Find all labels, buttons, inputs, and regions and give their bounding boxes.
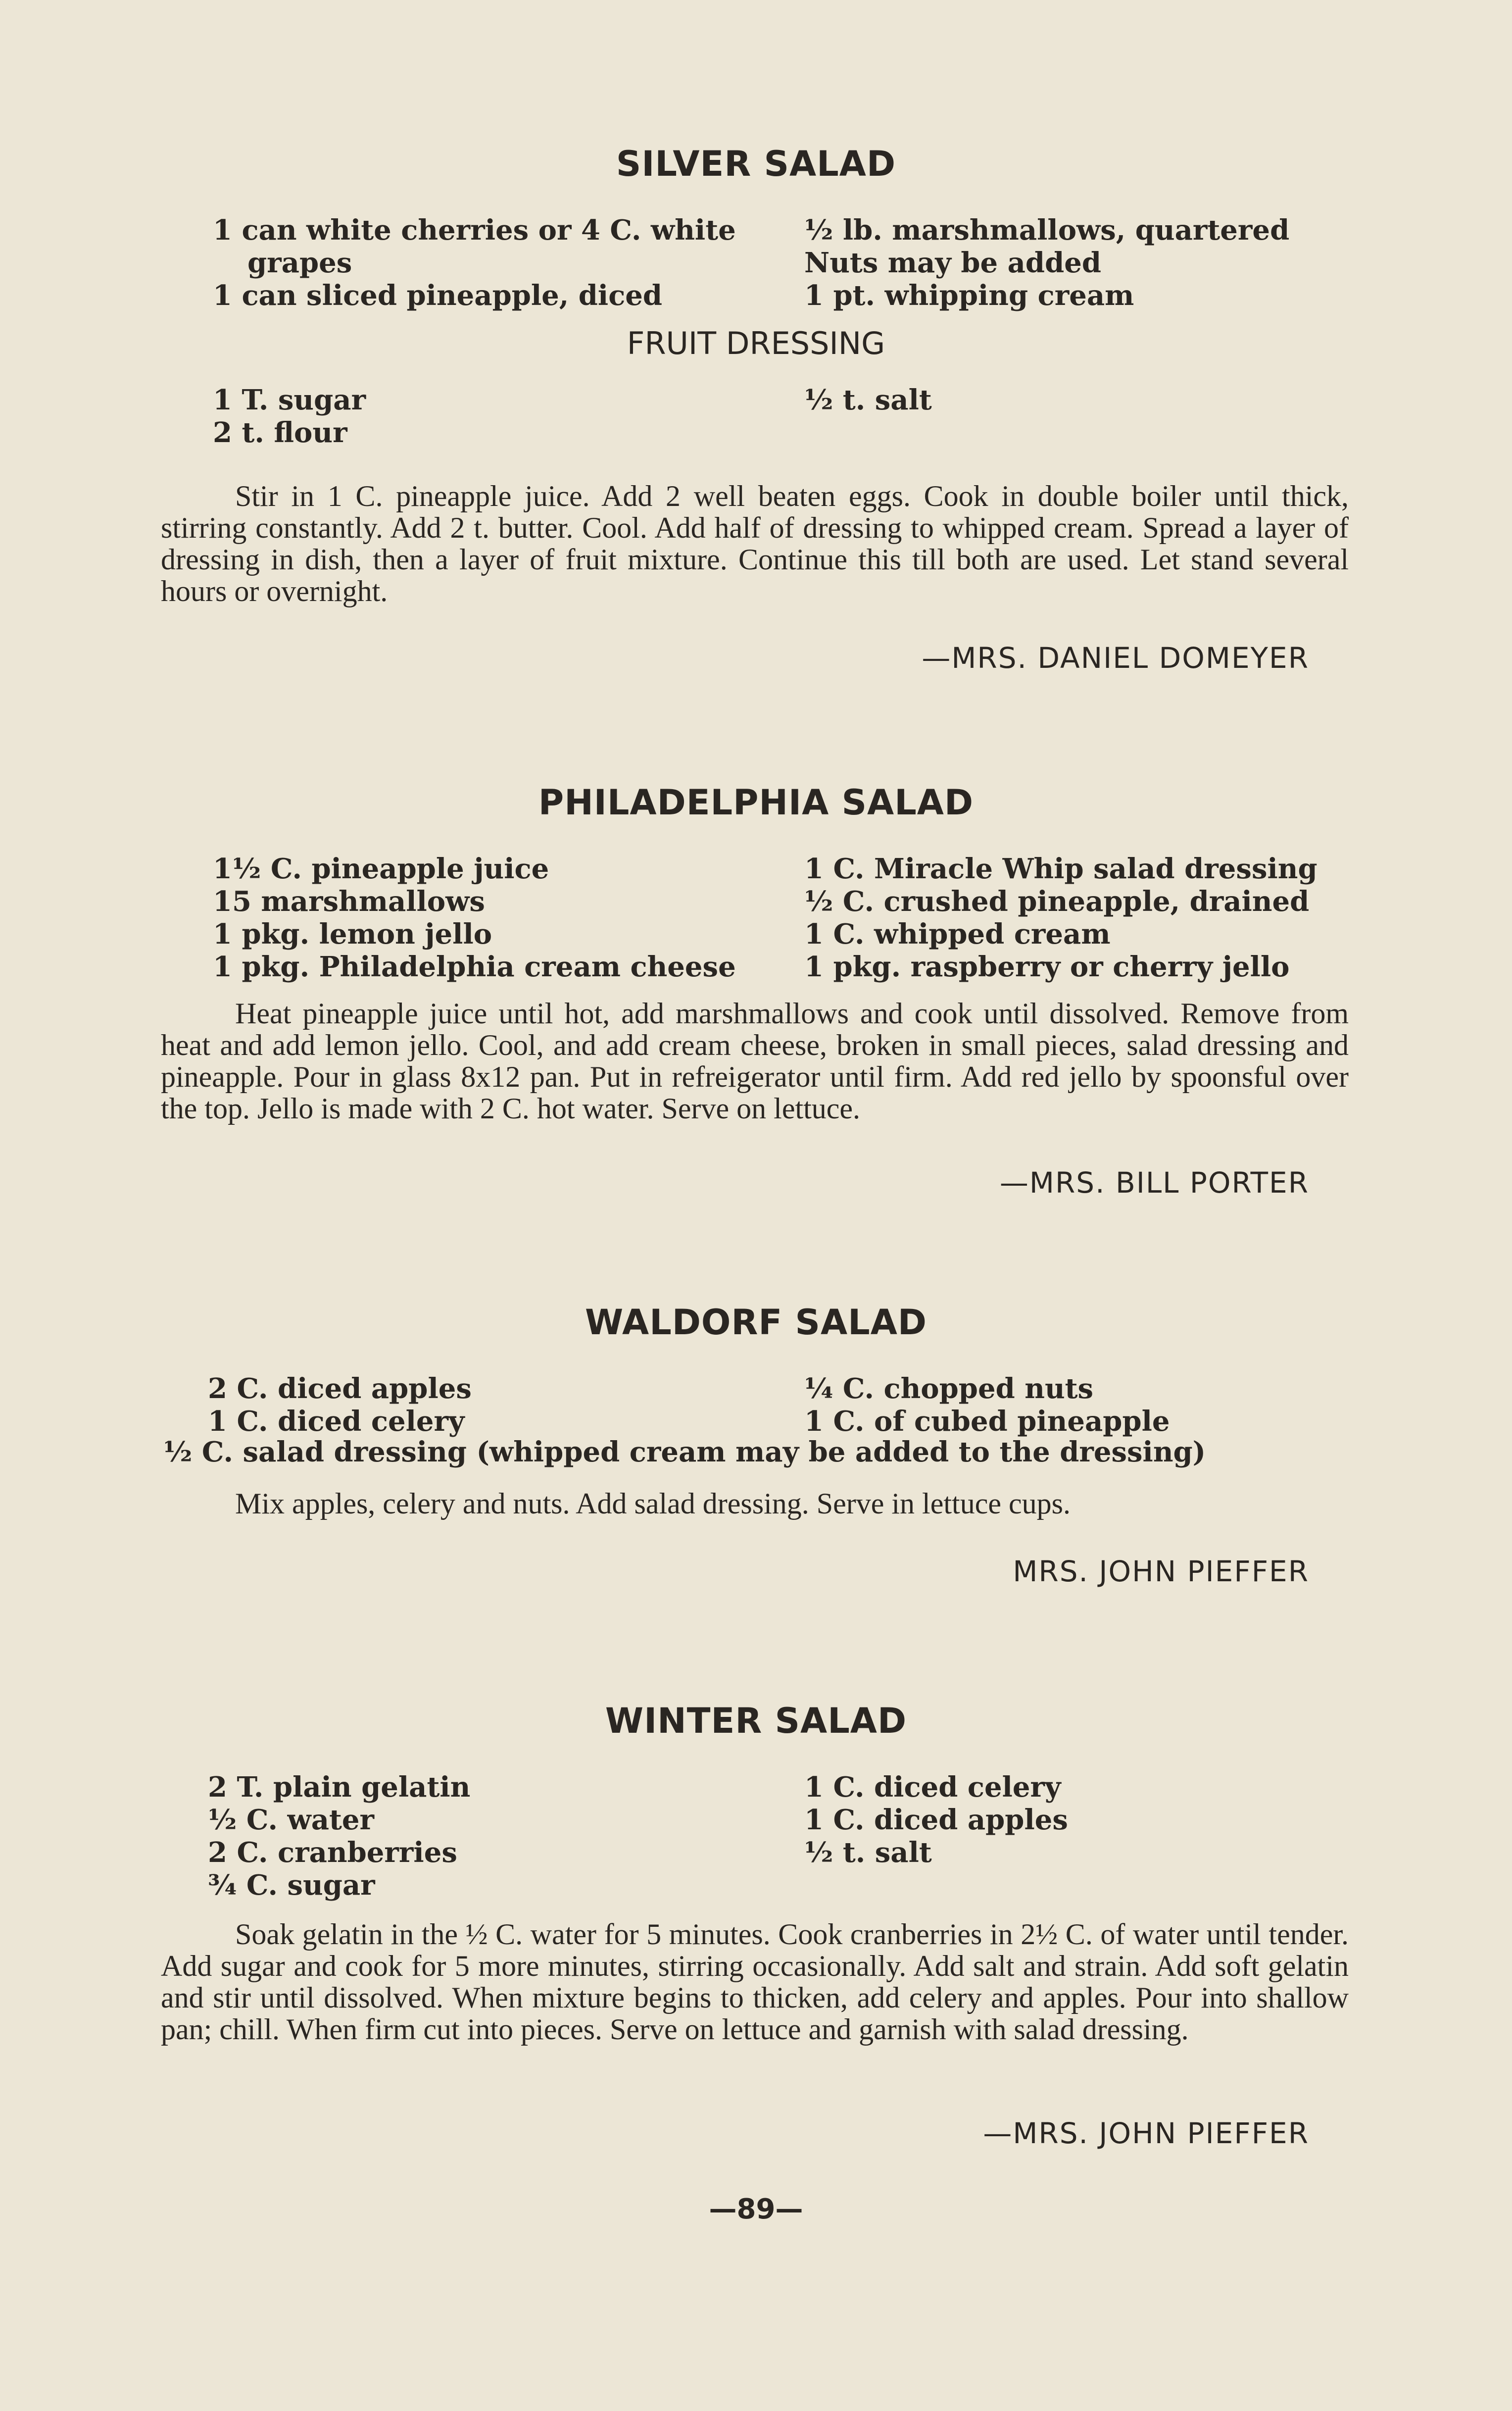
page-number: —89— bbox=[709, 2193, 803, 2225]
directions: Stir in 1 C. pineapple juice. Add 2 well beaten eggs. Cook in double boiler until thick, stirring constantly. Add 2 t. butter. Cool. Add half of dressing to whipped cream. Spread a layer of dressing in dish, then a layer of fruit mixture. Continue this till both are used. Let stand several hours or overnight. bbox=[161, 480, 1349, 607]
ingredients-left bbox=[208, 1372, 472, 1438]
ingredient: ¼ C. chopped nuts bbox=[804, 1372, 1094, 1405]
ingredient: 2 t. flour bbox=[213, 416, 347, 449]
ingredient: 1 C. diced celery bbox=[804, 1771, 1061, 1804]
silver-salad-recipe bbox=[0, 144, 1512, 675]
ingredient: Nuts may be added bbox=[804, 247, 1102, 279]
ingredients bbox=[0, 1771, 1512, 1905]
ingredient: ½ C. crushed pineapple, drained bbox=[804, 885, 1310, 918]
ingredients-right bbox=[804, 1372, 1170, 1438]
ingredient: 2 C. diced apples bbox=[208, 1372, 472, 1405]
ingredient: 1 pkg. Philadelphia cream cheese bbox=[213, 951, 736, 983]
ingredient: 1 C. of cubed pineapple bbox=[804, 1405, 1170, 1438]
dressing-ingredients bbox=[0, 384, 1512, 453]
ingredient: 15 marshmallows bbox=[213, 885, 485, 918]
directions: Heat pineapple juice until hot, add marshmallows and cook until dissolved. Remove from heat and add lemon jello. Cool, and add cream cheese, broken in small pieces, salad dressing and pineapple. Pour in glass 8x12 pan. Put in refreigerator until firm. Add red jello by spoonsful over the top. Jello is made with 2 C. hot water. Serve on lettuce. bbox=[161, 997, 1349, 1125]
ingredient: ¾ C. sugar bbox=[208, 1869, 375, 1902]
ingredients-right bbox=[804, 1771, 1068, 1869]
directions: Mix apples, celery and nuts. Add salad dressing. Serve in lettuce cups. bbox=[235, 1487, 1071, 1520]
ingredient: ½ C. water bbox=[208, 1804, 374, 1836]
recipe-title: WALDORF SALAD bbox=[585, 1302, 927, 1343]
ingredient: 2 T. plain gelatin bbox=[208, 1771, 471, 1804]
waldorf-salad-recipe bbox=[0, 1302, 1512, 1588]
recipe-author: —MRS. JOHN PIEFFER bbox=[983, 2116, 1309, 2150]
ingredient: ½ t. salt bbox=[804, 384, 932, 416]
ingredients-left bbox=[213, 384, 366, 449]
recipe-author: —MRS. BILL PORTER bbox=[999, 1166, 1309, 1200]
ingredient: 1 can sliced pineapple, diced bbox=[213, 279, 663, 312]
ingredient: 1 pkg. lemon jello bbox=[213, 918, 492, 951]
directions: Soak gelatin in the ½ C. water for 5 minutes. Cook cranberries in 2½ C. of water until tender. Add sugar and cook for 5 more minutes, stirring occasionally. Add salt and strain. Add soft gelatin and stir until dissolved. When mixture begins to thicken, add celery and apples. Pour into shallow pan; chill. When firm cut into pieces. Serve on lettuce and garnish with salad dressing. bbox=[161, 1918, 1349, 2046]
ingredients bbox=[0, 214, 1512, 313]
ingredient: grapes bbox=[247, 247, 352, 279]
ingredient: 1 C. whipped cream bbox=[804, 918, 1111, 951]
ingredient: 1 pkg. raspberry or cherry jello bbox=[804, 951, 1290, 983]
recipe-title: PHILADELPHIA SALAD bbox=[538, 782, 974, 823]
ingredient: 1 T. sugar bbox=[213, 384, 366, 416]
ingredients-left bbox=[213, 214, 736, 312]
ingredient: 1 C. diced apples bbox=[804, 1804, 1068, 1836]
ingredients-right bbox=[804, 853, 1317, 983]
ingredients-left bbox=[208, 1771, 470, 1902]
ingredient-full-width: ½ C. salad dressing (whipped cream may be added to the dressing) bbox=[163, 1436, 1206, 1468]
winter-salad-recipe bbox=[0, 1701, 1512, 2150]
ingredient: ½ lb. marshmallows, quartered bbox=[804, 214, 1290, 247]
philadelphia-salad-recipe bbox=[0, 782, 1512, 1200]
recipe-title: SILVER SALAD bbox=[616, 144, 896, 184]
sub-recipe-title: FRUIT DRESSING bbox=[627, 325, 885, 361]
ingredient: 1 can white cherries or 4 C. white bbox=[213, 214, 736, 247]
ingredients-right bbox=[804, 384, 932, 416]
ingredients-left bbox=[213, 853, 736, 983]
ingredient: 1 pt. whipping cream bbox=[804, 279, 1134, 312]
ingredients bbox=[0, 1372, 1512, 1442]
ingredient: ½ t. salt bbox=[804, 1836, 932, 1869]
recipe-author: —MRS. DANIEL DOMEYER bbox=[922, 641, 1309, 675]
ingredient: 2 C. cranberries bbox=[208, 1836, 457, 1869]
ingredient: 1 C. Miracle Whip salad dressing bbox=[804, 853, 1317, 885]
recipe-author: MRS. JOHN PIEFFER bbox=[1013, 1555, 1309, 1588]
ingredients bbox=[0, 853, 1512, 986]
ingredient: 1½ C. pineapple juice bbox=[213, 853, 549, 885]
recipe-title: WINTER SALAD bbox=[605, 1701, 907, 1741]
ingredients-right bbox=[804, 214, 1289, 312]
ingredient: 1 C. diced celery bbox=[208, 1405, 465, 1438]
